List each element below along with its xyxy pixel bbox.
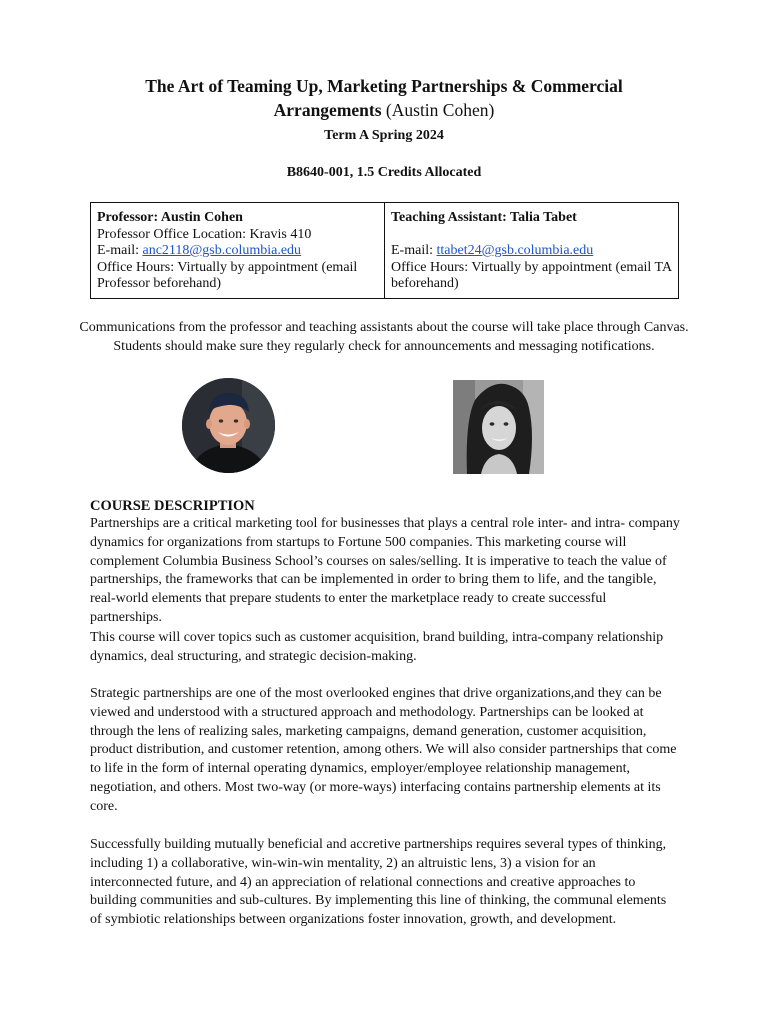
course-description-paragraph-2: This course will cover topics such as customer acquisition, brand building, intra-company relationship dynamics, deal structuring, and strategic decision-making. bbox=[90, 630, 664, 664]
ta-heading: Teaching Assistant: Talia Tabet bbox=[391, 210, 577, 225]
title-line-2: Arrangements bbox=[273, 100, 382, 120]
professor-cell bbox=[91, 203, 385, 299]
professor-portrait-image bbox=[182, 378, 275, 473]
ta-photo bbox=[453, 380, 544, 474]
ta-portrait-image bbox=[453, 380, 544, 474]
course-description-heading: COURSE DESCRIPTION bbox=[90, 498, 255, 514]
professor-email-line bbox=[97, 243, 378, 260]
professor-photo bbox=[182, 378, 275, 473]
course-description-paragraph-4: Successfully building mutually beneficial and accretive partnerships requires several types of thinking, including 1) a collaborative, win-win-win mentality, 2) an altruistic lens, 3) a vision for an interconnected future, and 4) an appreciation of relational connections and creative approaches to building communities and sub-cultures. By implementing this line of thinking, the communal elements of symbiotic relationships between organizations foster innovation, growth, and development. bbox=[90, 837, 667, 928]
course-code-label: B8640-001, 1.5 Credits Allocated bbox=[286, 165, 482, 180]
course-description-paragraph-3: Strategic partnerships are one of the most overlooked engines that drive organizations,and they can be viewed and understood with a structured approach and methodology. Partnerships can be looked at through the lens of realizing sales, marketing campaigns, demand generation, customer acquisition, product distribution, and customer retention, among others. We will also consider partnerships that come to life in the form of internal operating dynamics, employer/employee relationship management, negotiation, and others. Most two-way (or more-ways) interfacing contains partnership elements at its core. bbox=[90, 686, 677, 814]
course-title bbox=[0, 74, 768, 122]
ta-hours: Office Hours: Virtually by appointment (email TA beforehand) bbox=[391, 259, 672, 291]
ta-email-label: E-mail: bbox=[391, 243, 433, 258]
title-author: (Austin Cohen) bbox=[385, 100, 495, 120]
course-description-paragraph-1: Partnerships are a critical marketing tool for businesses that plays a central role inter- and intra- company dynamics for organizations from startups to Fortune 500 companies. This marketing course will complement Columbia Business School’s courses on sales/selling. It is imperative to teach the value of partnerships, the frameworks that can be implemented in order to bring them to life, and the tangible, real-world elements that prepare students to enter the marketplace ready to create successful partnerships. bbox=[90, 516, 680, 625]
ta-spacer bbox=[391, 227, 672, 244]
ta-email-line bbox=[391, 243, 672, 260]
title-line-1: The Art of Teaming Up, Marketing Partnerships & Commercial bbox=[145, 76, 623, 96]
term-label: Term A Spring 2024 bbox=[324, 128, 444, 143]
communications-note: Communications from the professor and teaching assistants about the course will take place through Canvas. Students should make sure they regularly check for announcements and messaging notifications. bbox=[79, 320, 689, 354]
professor-email-label: E-mail: bbox=[97, 243, 139, 258]
professor-heading: Professor: Austin Cohen bbox=[97, 210, 243, 225]
professor-hours: Office Hours: Virtually by appointment (email Professor beforehand) bbox=[97, 259, 358, 291]
ta-cell bbox=[385, 203, 679, 299]
ta-email-link[interactable]: ttabet24@gsb.columbia.edu bbox=[436, 243, 594, 258]
contacts-table bbox=[90, 202, 679, 299]
professor-email-link[interactable]: anc2118@gsb.columbia.edu bbox=[142, 243, 302, 258]
professor-office: Professor Office Location: Kravis 410 bbox=[97, 226, 312, 242]
